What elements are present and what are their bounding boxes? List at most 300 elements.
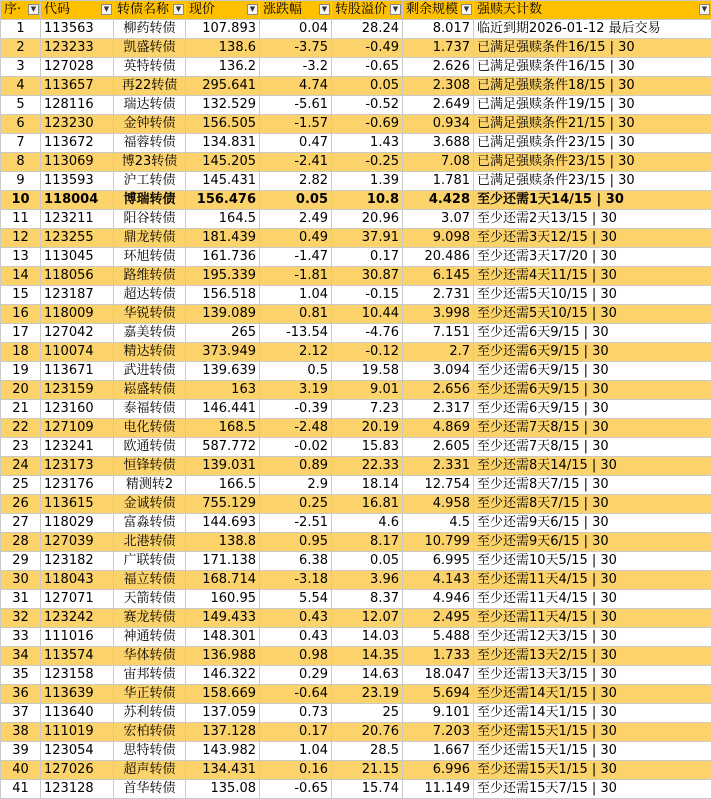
cell-price[interactable]: 156.505 [186,115,260,134]
cell-price[interactable]: 163 [186,381,260,400]
cell-price[interactable]: 755.129 [186,495,260,514]
cell-seq[interactable]: 5 [1,96,41,115]
cell-change[interactable]: -1.47 [260,248,332,267]
cell-seq[interactable]: 22 [1,419,41,438]
table-row[interactable] [1,552,711,571]
cell-price[interactable]: 156.476 [186,191,260,210]
cell-seq[interactable]: 21 [1,400,41,419]
table-row[interactable] [1,286,711,305]
cell-redeem-count[interactable]: 至少还需11天4/15 | 30 [474,590,711,609]
cell-seq[interactable]: 29 [1,552,41,571]
header-price[interactable]: 现价 ▼ [186,1,260,20]
cell-seq[interactable]: 32 [1,609,41,628]
cell-price[interactable]: 136.988 [186,647,260,666]
cell-bond-name[interactable]: 神通转债 [114,628,186,647]
cell-price[interactable]: 137.059 [186,704,260,723]
cell-redeem-count[interactable]: 至少还需6天9/15 | 30 [474,362,711,381]
cell-remaining-size[interactable]: 9.101 [403,704,474,723]
cell-code[interactable]: 113657 [41,77,114,96]
cell-change[interactable]: -0.39 [260,400,332,419]
cell-remaining-size[interactable]: 2.495 [403,609,474,628]
cell-change[interactable]: 2.82 [260,172,332,191]
cell-change[interactable]: -3.75 [260,39,332,58]
cell-change[interactable]: -0.64 [260,685,332,704]
cell-seq[interactable]: 38 [1,723,41,742]
cell-price[interactable]: 164.5 [186,210,260,229]
cell-premium[interactable]: 3.96 [332,571,403,590]
cell-seq[interactable]: 7 [1,134,41,153]
cell-premium[interactable]: 22.33 [332,457,403,476]
cell-redeem-count[interactable]: 至少还需11天4/15 | 30 [474,609,711,628]
cell-remaining-size[interactable]: 9.098 [403,229,474,248]
cell-redeem-count[interactable]: 至少还需4天11/15 | 30 [474,267,711,286]
table-row[interactable] [1,780,711,799]
cell-code[interactable]: 123128 [41,780,114,799]
table-row[interactable] [1,457,711,476]
cell-change[interactable]: 0.25 [260,495,332,514]
filter-dropdown-icon[interactable]: ▼ [319,4,330,15]
cell-change[interactable]: -2.51 [260,514,332,533]
cell-code[interactable]: 127042 [41,324,114,343]
cell-premium[interactable]: 23.19 [332,685,403,704]
table-row[interactable] [1,362,711,381]
cell-redeem-count[interactable]: 至少还需6天9/15 | 30 [474,324,711,343]
cell-bond-name[interactable]: 凯盛转债 [114,39,186,58]
cell-code[interactable]: 118004 [41,191,114,210]
cell-redeem-count[interactable]: 至少还需11天4/15 | 30 [474,571,711,590]
cell-change[interactable]: -13.54 [260,324,332,343]
table-row[interactable] [1,419,711,438]
cell-bond-name[interactable]: 苏利转债 [114,704,186,723]
cell-remaining-size[interactable]: 3.998 [403,305,474,324]
cell-code[interactable]: 127109 [41,419,114,438]
cell-code[interactable]: 113045 [41,248,114,267]
cell-premium[interactable]: 16.81 [332,495,403,514]
table-row[interactable] [1,153,711,172]
filter-dropdown-icon[interactable]: ▼ [28,4,39,15]
cell-bond-name[interactable]: 沪工转债 [114,172,186,191]
cell-change[interactable]: 0.47 [260,134,332,153]
cell-change[interactable]: 2.9 [260,476,332,495]
cell-seq[interactable]: 23 [1,438,41,457]
table-row[interactable] [1,666,711,685]
table-row[interactable] [1,77,711,96]
table-row[interactable] [1,20,711,39]
cell-code[interactable]: 123255 [41,229,114,248]
cell-redeem-count[interactable]: 至少还需5天10/15 | 30 [474,305,711,324]
cell-price[interactable]: 136.2 [186,58,260,77]
cell-price[interactable]: 137.128 [186,723,260,742]
cell-redeem-count[interactable]: 至少还需1天14/15 | 30 [474,191,711,210]
cell-price[interactable]: 145.205 [186,153,260,172]
cell-seq[interactable]: 16 [1,305,41,324]
cell-remaining-size[interactable]: 4.958 [403,495,474,514]
cell-change[interactable]: -2.48 [260,419,332,438]
cell-price[interactable]: 135.08 [186,780,260,799]
cell-price[interactable]: 144.693 [186,514,260,533]
table-row[interactable] [1,191,711,210]
cell-premium[interactable]: 14.35 [332,647,403,666]
cell-premium[interactable]: 37.91 [332,229,403,248]
cell-code[interactable]: 111019 [41,723,114,742]
cell-price[interactable]: 139.089 [186,305,260,324]
cell-code[interactable]: 113640 [41,704,114,723]
cell-remaining-size[interactable]: 2.656 [403,381,474,400]
cell-seq[interactable]: 17 [1,324,41,343]
cell-price[interactable]: 146.441 [186,400,260,419]
header-bond-name[interactable]: 转债名称 ▼ [114,1,186,20]
cell-seq[interactable]: 2 [1,39,41,58]
cell-premium[interactable]: -0.49 [332,39,403,58]
cell-code[interactable]: 123176 [41,476,114,495]
cell-bond-name[interactable]: 广联转债 [114,552,186,571]
cell-price[interactable]: 295.641 [186,77,260,96]
table-row[interactable] [1,590,711,609]
cell-bond-name[interactable]: 武进转债 [114,362,186,381]
cell-bond-name[interactable]: 欧通转债 [114,438,186,457]
cell-bond-name[interactable]: 宙邦转债 [114,666,186,685]
cell-bond-name[interactable]: 富淼转债 [114,514,186,533]
table-row[interactable] [1,381,711,400]
cell-premium[interactable]: 7.23 [332,400,403,419]
cell-code[interactable]: 127026 [41,761,114,780]
cell-code[interactable]: 111016 [41,628,114,647]
cell-premium[interactable]: 10.44 [332,305,403,324]
table-row[interactable] [1,495,711,514]
cell-price[interactable]: 149.433 [186,609,260,628]
cell-premium[interactable]: 15.83 [332,438,403,457]
cell-premium[interactable]: -4.76 [332,324,403,343]
cell-premium[interactable]: 28.5 [332,742,403,761]
table-row[interactable] [1,685,711,704]
cell-redeem-count[interactable]: 至少还需15天7/15 | 30 [474,780,711,799]
cell-code[interactable]: 123187 [41,286,114,305]
cell-premium[interactable]: 1.39 [332,172,403,191]
cell-remaining-size[interactable]: 11.149 [403,780,474,799]
cell-bond-name[interactable]: 天箭转债 [114,590,186,609]
cell-bond-name[interactable]: 精达转债 [114,343,186,362]
cell-price[interactable]: 171.138 [186,552,260,571]
cell-premium[interactable]: 30.87 [332,267,403,286]
cell-premium[interactable]: 0.05 [332,77,403,96]
cell-change[interactable]: -2.41 [260,153,332,172]
cell-redeem-count[interactable]: 至少还需13天2/15 | 30 [474,647,711,666]
cell-premium[interactable]: 25 [332,704,403,723]
cell-remaining-size[interactable]: 4.869 [403,419,474,438]
cell-remaining-size[interactable]: 4.143 [403,571,474,590]
cell-code[interactable]: 113574 [41,647,114,666]
cell-seq[interactable]: 14 [1,267,41,286]
table-row[interactable] [1,704,711,723]
cell-change[interactable]: -0.02 [260,438,332,457]
cell-price[interactable]: 134.831 [186,134,260,153]
cell-remaining-size[interactable]: 8.017 [403,20,474,39]
cell-code[interactable]: 113671 [41,362,114,381]
cell-code[interactable]: 113672 [41,134,114,153]
cell-redeem-count[interactable]: 已满足强赎条件16/15 | 30 [474,39,711,58]
cell-redeem-count[interactable]: 临近到期2026-01-12 最后交易 [474,20,711,39]
filter-dropdown-icon[interactable]: ▼ [101,4,112,15]
cell-change[interactable]: 0.05 [260,191,332,210]
cell-change[interactable]: 3.19 [260,381,332,400]
cell-redeem-count[interactable]: 至少还需8天7/15 | 30 [474,495,711,514]
cell-premium[interactable]: 20.96 [332,210,403,229]
cell-premium[interactable]: 14.03 [332,628,403,647]
cell-seq[interactable]: 35 [1,666,41,685]
cell-redeem-count[interactable]: 至少还需14天1/15 | 30 [474,685,711,704]
cell-premium[interactable]: -0.65 [332,58,403,77]
cell-seq[interactable]: 1 [1,20,41,39]
cell-price[interactable]: 156.518 [186,286,260,305]
table-row[interactable] [1,647,711,666]
header-seq[interactable]: 序· ▼ [1,1,41,20]
cell-seq[interactable]: 11 [1,210,41,229]
cell-price[interactable]: 139.639 [186,362,260,381]
filter-dropdown-icon[interactable]: ▼ [699,4,710,15]
cell-price[interactable]: 134.431 [186,761,260,780]
cell-price[interactable]: 148.301 [186,628,260,647]
cell-code[interactable]: 123173 [41,457,114,476]
cell-seq[interactable]: 30 [1,571,41,590]
cell-change[interactable]: 1.04 [260,742,332,761]
cell-price[interactable]: 265 [186,324,260,343]
cell-remaining-size[interactable]: 1.733 [403,647,474,666]
cell-seq[interactable]: 6 [1,115,41,134]
cell-seq[interactable]: 4 [1,77,41,96]
table-row[interactable] [1,533,711,552]
cell-remaining-size[interactable]: 2.731 [403,286,474,305]
cell-change[interactable]: -0.65 [260,780,332,799]
cell-bond-name[interactable]: 思特转债 [114,742,186,761]
cell-redeem-count[interactable]: 已满足强赎条件23/15 | 30 [474,172,711,191]
table-row[interactable] [1,343,711,362]
cell-redeem-count[interactable]: 至少还需7天8/15 | 30 [474,438,711,457]
cell-redeem-count[interactable]: 至少还需8天14/15 | 30 [474,457,711,476]
cell-code[interactable]: 118029 [41,514,114,533]
cell-redeem-count[interactable]: 至少还需15天1/15 | 30 [474,761,711,780]
table-row[interactable] [1,609,711,628]
cell-redeem-count[interactable]: 已满足强赎条件23/15 | 30 [474,153,711,172]
table-row[interactable] [1,400,711,419]
cell-redeem-count[interactable]: 至少还需3天12/15 | 30 [474,229,711,248]
cell-change[interactable]: 5.54 [260,590,332,609]
cell-code[interactable]: 127071 [41,590,114,609]
cell-price[interactable]: 138.8 [186,533,260,552]
cell-change[interactable]: 0.95 [260,533,332,552]
cell-seq[interactable]: 15 [1,286,41,305]
cell-seq[interactable]: 25 [1,476,41,495]
cell-seq[interactable]: 39 [1,742,41,761]
cell-remaining-size[interactable]: 0.934 [403,115,474,134]
cell-redeem-count[interactable]: 至少还需2天13/15 | 30 [474,210,711,229]
cell-premium[interactable]: 28.24 [332,20,403,39]
cell-remaining-size[interactable]: 4.428 [403,191,474,210]
cell-redeem-count[interactable]: 至少还需15天1/15 | 30 [474,723,711,742]
cell-seq[interactable]: 41 [1,780,41,799]
cell-code[interactable]: 113069 [41,153,114,172]
filter-dropdown-icon[interactable]: ▼ [247,4,258,15]
filter-dropdown-icon[interactable]: ▼ [173,4,184,15]
table-row[interactable] [1,172,711,191]
cell-seq[interactable]: 26 [1,495,41,514]
cell-price[interactable]: 139.031 [186,457,260,476]
cell-premium[interactable]: 1.43 [332,134,403,153]
cell-bond-name[interactable]: 福立转债 [114,571,186,590]
cell-seq[interactable]: 31 [1,590,41,609]
table-row[interactable] [1,438,711,457]
cell-code[interactable]: 110074 [41,343,114,362]
cell-bond-name[interactable]: 阳谷转债 [114,210,186,229]
cell-change[interactable]: 2.49 [260,210,332,229]
cell-remaining-size[interactable]: 3.07 [403,210,474,229]
header-redeem-count[interactable]: 强赎天计数 ▼ [474,1,711,20]
cell-redeem-count[interactable]: 已满足强赎条件21/15 | 30 [474,115,711,134]
cell-code[interactable]: 123182 [41,552,114,571]
table-row[interactable] [1,248,711,267]
table-row[interactable] [1,96,711,115]
table-row[interactable] [1,58,711,77]
cell-change[interactable]: 0.73 [260,704,332,723]
cell-remaining-size[interactable]: 2.626 [403,58,474,77]
cell-seq[interactable]: 33 [1,628,41,647]
table-row[interactable] [1,723,711,742]
cell-redeem-count[interactable]: 至少还需6天9/15 | 30 [474,343,711,362]
cell-change[interactable]: 6.38 [260,552,332,571]
cell-redeem-count[interactable]: 至少还需15天1/15 | 30 [474,742,711,761]
cell-remaining-size[interactable]: 4.5 [403,514,474,533]
cell-redeem-count[interactable]: 已满足强赎条件18/15 | 30 [474,77,711,96]
cell-redeem-count[interactable]: 至少还需9天6/15 | 30 [474,514,711,533]
cell-seq[interactable]: 12 [1,229,41,248]
header-premium[interactable]: 转股溢价 ▼ [332,1,403,20]
cell-bond-name[interactable]: 华锐转债 [114,305,186,324]
cell-bond-name[interactable]: 宏柏转债 [114,723,186,742]
cell-code[interactable]: 118043 [41,571,114,590]
cell-price[interactable]: 181.439 [186,229,260,248]
cell-remaining-size[interactable]: 2.308 [403,77,474,96]
cell-seq[interactable]: 9 [1,172,41,191]
table-row[interactable] [1,514,711,533]
cell-remaining-size[interactable]: 20.486 [403,248,474,267]
cell-premium[interactable]: 14.63 [332,666,403,685]
cell-remaining-size[interactable]: 1.781 [403,172,474,191]
cell-price[interactable]: 168.714 [186,571,260,590]
cell-premium[interactable]: 19.58 [332,362,403,381]
cell-code[interactable]: 113615 [41,495,114,514]
cell-redeem-count[interactable]: 至少还需14天1/15 | 30 [474,704,711,723]
cell-premium[interactable]: 20.19 [332,419,403,438]
cell-bond-name[interactable]: 瑞达转债 [114,96,186,115]
cell-code[interactable]: 123242 [41,609,114,628]
cell-code[interactable]: 113593 [41,172,114,191]
cell-premium[interactable]: 21.15 [332,761,403,780]
cell-price[interactable]: 132.529 [186,96,260,115]
cell-bond-name[interactable]: 崧盛转债 [114,381,186,400]
header-code[interactable]: 代码 ▼ [41,1,114,20]
cell-price[interactable]: 168.5 [186,419,260,438]
cell-remaining-size[interactable]: 3.094 [403,362,474,381]
cell-remaining-size[interactable]: 1.737 [403,39,474,58]
table-row[interactable] [1,210,711,229]
table-row[interactable] [1,476,711,495]
cell-bond-name[interactable]: 首华转债 [114,780,186,799]
cell-code[interactable]: 128116 [41,96,114,115]
cell-redeem-count[interactable]: 至少还需3天17/20 | 30 [474,248,711,267]
cell-redeem-count[interactable]: 至少还需6天9/15 | 30 [474,400,711,419]
table-row[interactable] [1,571,711,590]
cell-remaining-size[interactable]: 7.203 [403,723,474,742]
cell-remaining-size[interactable]: 3.688 [403,134,474,153]
cell-code[interactable]: 127039 [41,533,114,552]
cell-code[interactable]: 123160 [41,400,114,419]
cell-remaining-size[interactable]: 7.151 [403,324,474,343]
cell-bond-name[interactable]: 金钟转债 [114,115,186,134]
cell-premium[interactable]: -0.25 [332,153,403,172]
cell-seq[interactable]: 24 [1,457,41,476]
cell-redeem-count[interactable]: 至少还需9天6/15 | 30 [474,533,711,552]
cell-premium[interactable]: -0.12 [332,343,403,362]
cell-redeem-count[interactable]: 至少还需5天10/15 | 30 [474,286,711,305]
cell-code[interactable]: 118056 [41,267,114,286]
cell-premium[interactable]: 0.17 [332,248,403,267]
cell-bond-name[interactable]: 赛龙转债 [114,609,186,628]
cell-remaining-size[interactable]: 18.047 [403,666,474,685]
table-row[interactable] [1,267,711,286]
cell-bond-name[interactable]: 博瑞转债 [114,191,186,210]
cell-change[interactable]: 2.12 [260,343,332,362]
cell-premium[interactable]: -0.15 [332,286,403,305]
table-row[interactable] [1,39,711,58]
filter-dropdown-icon[interactable]: ▼ [461,4,472,15]
cell-change[interactable]: -1.81 [260,267,332,286]
cell-price[interactable]: 143.982 [186,742,260,761]
cell-remaining-size[interactable]: 2.331 [403,457,474,476]
table-row[interactable] [1,134,711,153]
cell-seq[interactable]: 28 [1,533,41,552]
cell-remaining-size[interactable]: 7.08 [403,153,474,172]
cell-premium[interactable]: 12.07 [332,609,403,628]
table-row[interactable] [1,115,711,134]
cell-change[interactable]: 0.16 [260,761,332,780]
cell-bond-name[interactable]: 华体转债 [114,647,186,666]
cell-bond-name[interactable]: 再22转债 [114,77,186,96]
header-change[interactable]: 涨跌幅 ▼ [260,1,332,20]
cell-seq[interactable]: 19 [1,362,41,381]
cell-code[interactable]: 123233 [41,39,114,58]
cell-change[interactable]: -1.57 [260,115,332,134]
cell-change[interactable]: -3.2 [260,58,332,77]
cell-bond-name[interactable]: 路维转债 [114,267,186,286]
cell-remaining-size[interactable]: 6.995 [403,552,474,571]
cell-premium[interactable]: 18.14 [332,476,403,495]
cell-remaining-size[interactable]: 4.946 [403,590,474,609]
cell-seq[interactable]: 40 [1,761,41,780]
cell-remaining-size[interactable]: 6.996 [403,761,474,780]
cell-remaining-size[interactable]: 5.488 [403,628,474,647]
cell-change[interactable]: 0.43 [260,609,332,628]
cell-bond-name[interactable]: 华正转债 [114,685,186,704]
cell-bond-name[interactable]: 恒锋转债 [114,457,186,476]
cell-seq[interactable]: 3 [1,58,41,77]
cell-code[interactable]: 123158 [41,666,114,685]
cell-premium[interactable]: 15.74 [332,780,403,799]
cell-remaining-size[interactable]: 1.667 [403,742,474,761]
cell-code[interactable]: 123241 [41,438,114,457]
cell-bond-name[interactable]: 泰福转债 [114,400,186,419]
cell-bond-name[interactable]: 北港转债 [114,533,186,552]
cell-price[interactable]: 373.949 [186,343,260,362]
cell-premium[interactable]: 8.37 [332,590,403,609]
